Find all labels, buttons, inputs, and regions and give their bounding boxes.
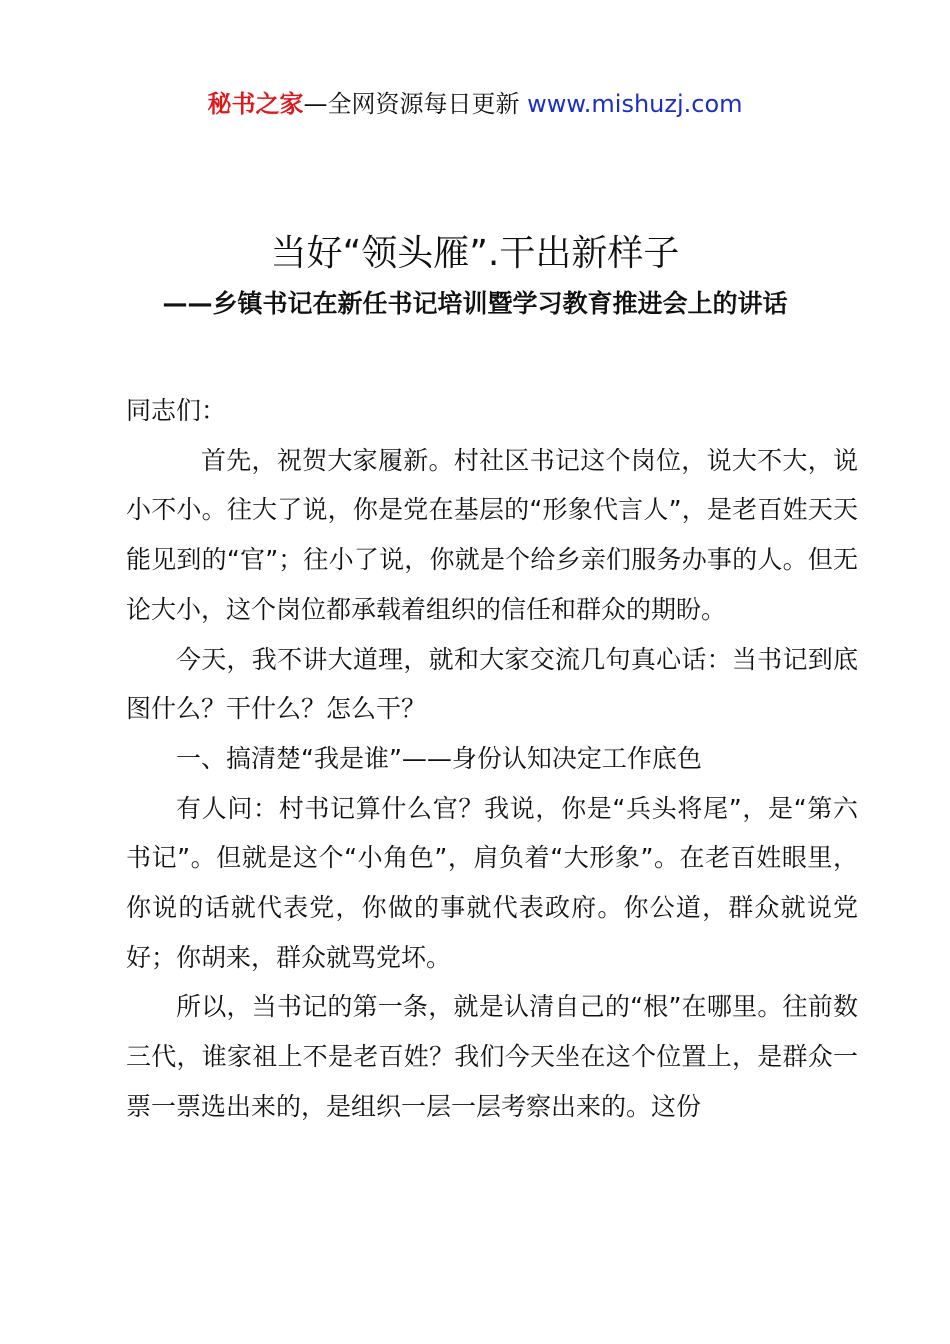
site-url-link[interactable]: www.mishuzj.com bbox=[527, 90, 743, 118]
paragraph: 有人问：村书记算什么官？我说，你是“兵头将尾”，是“第六书记”。但就是这个“小角色”，肩负着“大形象”。在老百姓眼里，你说的话就代表党，你做的事就代表政府。你公道，群众就说党好；你胡来，群众就骂党坏。 bbox=[126, 793, 858, 972]
salutation: 同志们： bbox=[126, 396, 227, 425]
section-heading: 一、搞清楚“我是谁”——身份认知决定工作底色 bbox=[176, 743, 702, 773]
paragraph: 首先，祝贺大家履新。村社区书记这个岗位，说大不大，说小不小。往大了说，你是党在基层的“形象代言人”，是老百姓天天能见到的“官”；往小了说，你就是个给乡亲们服务办事的人。但无论大小，这个岗位都承载着组织的信任和群众的期盼。 bbox=[126, 445, 858, 624]
document-title: 当好“领头雁”.干出新样子 bbox=[270, 233, 680, 274]
site-brand: 秘书之家 bbox=[207, 90, 304, 118]
paragraph: 所以，当书记的第一条，就是认清自己的“根”在哪里。往前数三代，谁家祖上不是老百姓？我们今天坐在这个位置上，是群众一票一票选出来的，是组织一层一层考察出来的。这份 bbox=[126, 992, 858, 1121]
paragraph: 今天，我不讲大道理，就和大家交流几句真心话：当书记到底图什么？干什么？怎么干？ bbox=[126, 644, 858, 724]
document-body bbox=[126, 386, 858, 1132]
site-header bbox=[0, 88, 950, 120]
document-subtitle: ——乡镇书记在新任书记培训暨学习教育推进会上的讲话 bbox=[162, 289, 788, 318]
site-tagline: —全网资源每日更新 bbox=[303, 90, 528, 118]
